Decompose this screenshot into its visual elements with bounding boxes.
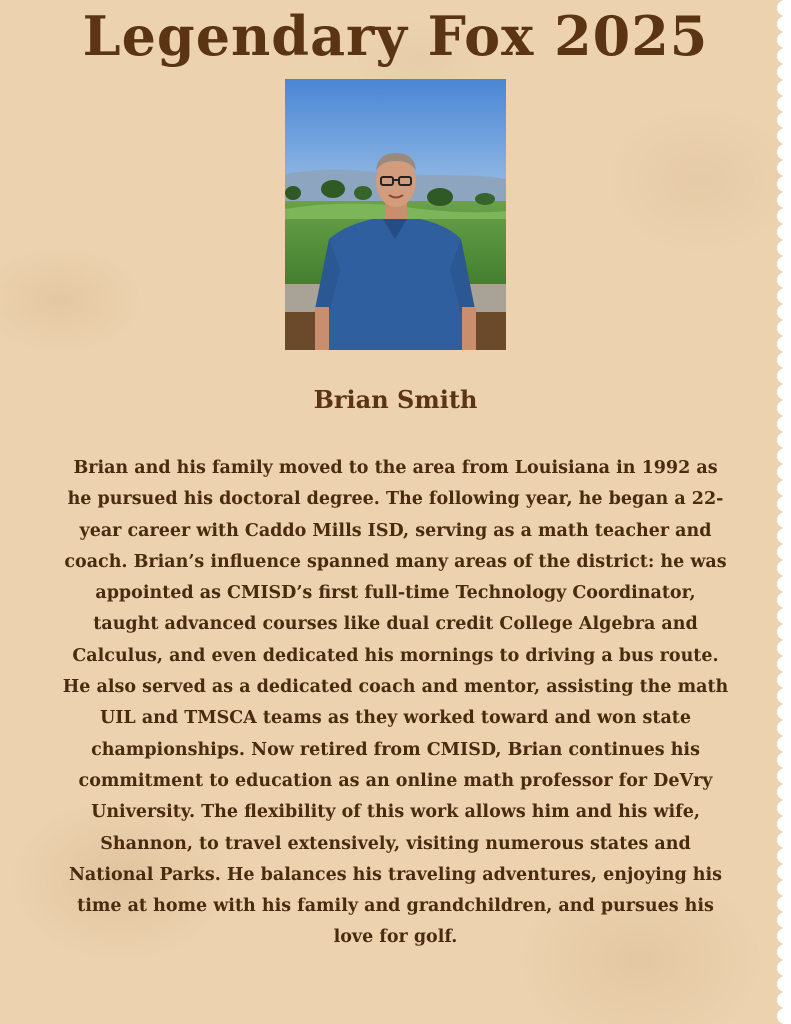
stamp-perforated-edge [777,0,791,1024]
profile-photo [285,79,506,350]
page-title: Legendary Fox 2025 [82,4,709,68]
profile-bio: Brian and his family moved to the area from Louisiana in 1992 as he pursued his doctoral degree. The following year, he began a 22-year career with Caddo Mills ISD, serving as a math teacher and coach. Brian’s influence spanned many areas of the district: he was appointed as CMISD’s first full-time Technology Coordinator, taught advanced courses like dual credit College Algebra and Calculus, and even dedicated his mornings to driving a bus route. He also served as a dedicated coach and mentor, assisting the math UIL and TMSCA teams as they worked toward and won state championships. Now retired from CMISD, Brian continues his commitment to education as an online math professor for DeVry University. The flexibility of this work allows him and his wife, Shannon, to travel extensively, visiting numerous states and National Parks. He balances his traveling adventures, enjoying his time at home with his family and grandchildren, and pursues his love for golf. [62,458,729,948]
profile-name: Brian Smith [313,385,478,414]
person-photo-icon [285,79,506,350]
